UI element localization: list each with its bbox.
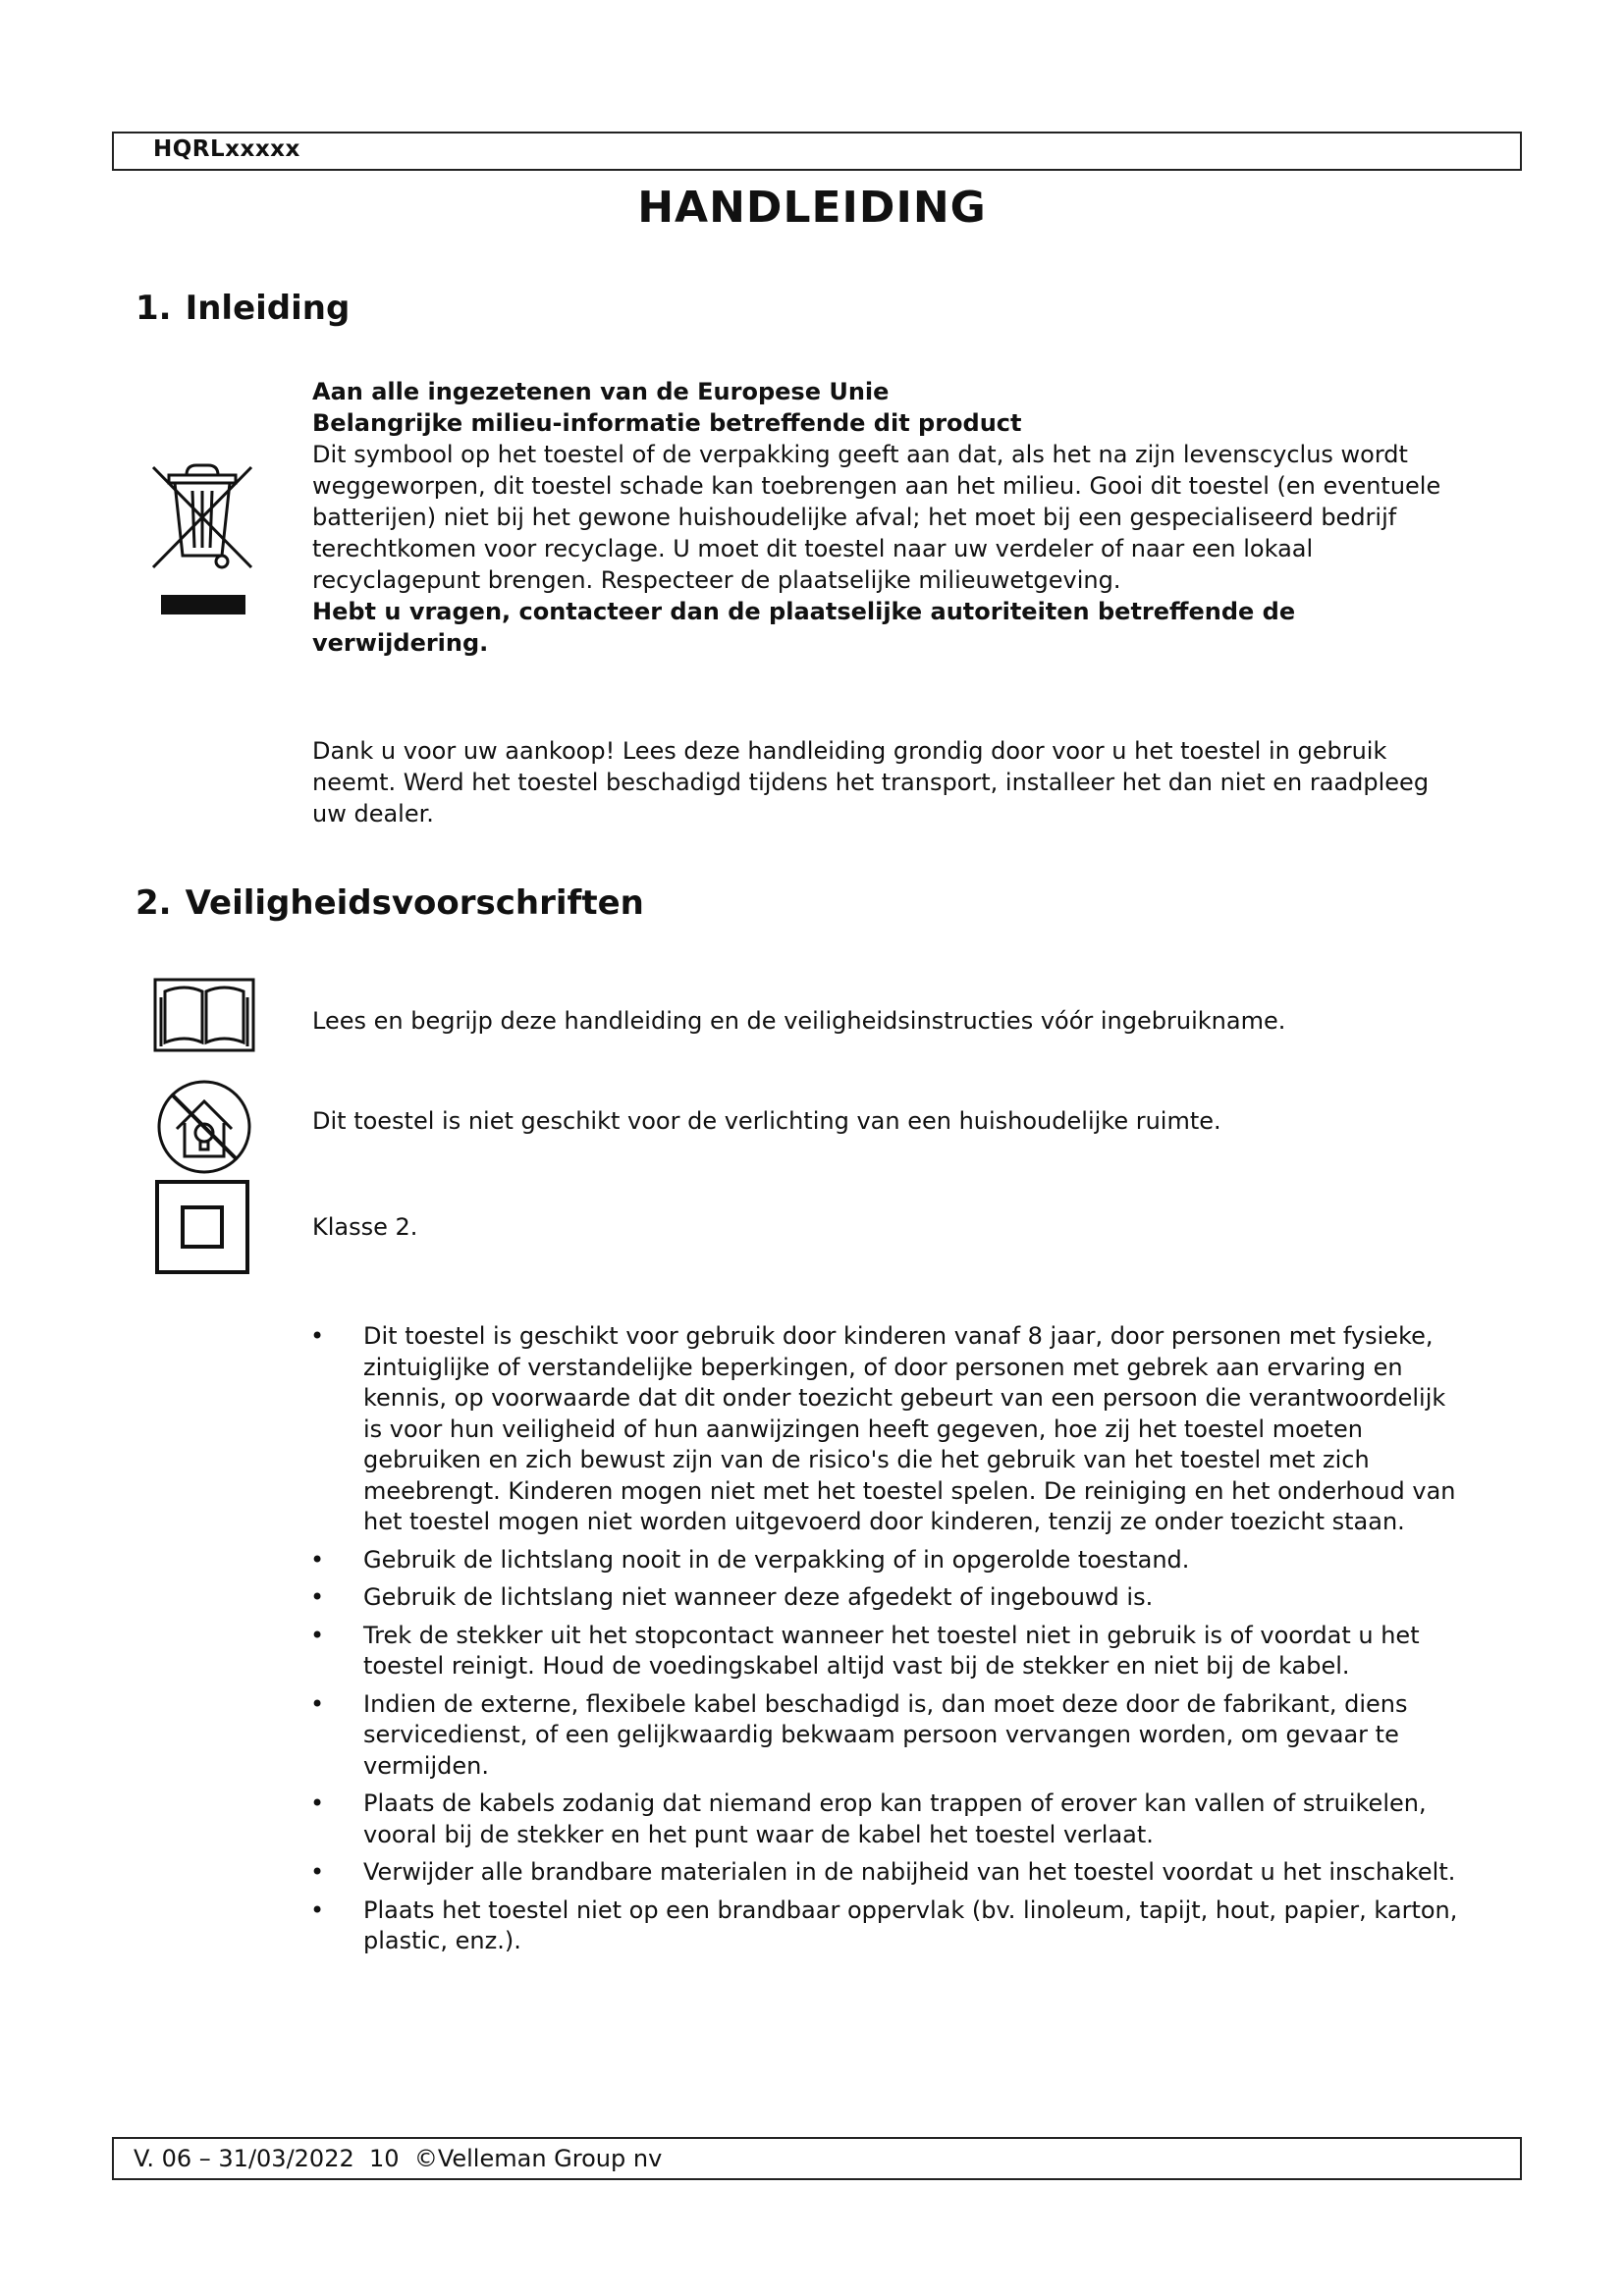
class-2-icon: [153, 1178, 251, 1276]
footer-copyright: ©Velleman Group nv: [413, 2145, 663, 2172]
section-2-heading: [135, 883, 644, 923]
weee-heading-1: Aan alle ingezetenen van de Europese Unie: [312, 378, 890, 405]
weee-notice: [312, 376, 1451, 659]
bullet-dot: •: [310, 1583, 325, 1611]
bullet-text: Indien de externe, flexibele kabel beschadigd is, dan moet deze door de fabrikant, diens servicedienst, of een gelijkwaardig bekwaam persoon vervangen worden, om gevaar te vermijden.: [363, 1689, 1408, 1780]
icon-text-household: Dit toestel is niet geschikt voor de verlichting van een huishoudelijke ruimte.: [312, 1107, 1221, 1135]
bullet-text: Dit toestel is geschikt voor gebruik door kinderen vanaf 8 jaar, door personen met fysieke, zintuiglijke of verstandelijke beperkingen, of door personen met gebrek aan ervaring en kennis, op voorwaarde dat dit onder toezicht gebeurt van een persoon die verantwoordelijk is voor hun veiligheid of hun aanwijzingen heeft gegeven, hoe zij het toestel moeten gebruiken en zich bewust zijn van de risico's die het gebruik van het toestel met zich meebrengt. Kinderen mogen niet met het toestel spelen. De reiniging en het onderhoud van het toestel mogen niet worden uitgevoerd door kinderen, tenzij ze onder toezicht staan.: [363, 1322, 1456, 1535]
bullet-text: Plaats het toestel niet op een brandbaar oppervlak (bv. linoleum, tapijt, hout, papier, karton, plastic, enz.).: [363, 1896, 1458, 1954]
bullet-dot: •: [310, 1322, 325, 1350]
section-1-heading: [135, 289, 350, 328]
footer-version: V. 06: [134, 2145, 192, 2172]
weee-questions: Hebt u vragen, contacteer dan de plaatselijke autoriteiten betreffende de verwijdering.: [312, 598, 1296, 657]
list-item: [304, 1789, 1463, 1850]
weee-heading-2: Belangrijke milieu-informatie betreffende dit product: [312, 409, 1022, 437]
weee-body: Dit symbool op het toestel of de verpakking geeft aan dat, als het na zijn levenscyclus wordt weggeworpen, dit toestel schade kan toebrengen aan het milieu. Gooi dit toestel (en eventuele batterijen) niet bij het gewone huishoudelijke afval; het moet bij een gespecialiseerd bedrijf terechtkomen voor recyclage. U moet dit toestel naar uw verdeler of naar een lokaal recyclagepunt brengen. Respecteer de plaatselijke milieuwetgeving.: [312, 441, 1441, 594]
bullet-text: Trek de stekker uit het stopcontact wanneer het toestel niet in gebruik is of voordat u het toestel reinigt. Houd de voedingskabel altijd vast bij de stekker en niet bij de kabel.: [363, 1621, 1420, 1680]
footer-dash: –: [198, 2145, 211, 2172]
list-item: [304, 1321, 1463, 1538]
footer-line: [134, 2145, 662, 2172]
bullet-text: Plaats de kabels zodanig dat niemand erop kan trappen of erover kan vallen of struikelen, vooral bij de stekker en het punt waar de kabel het toestel verlaat.: [363, 1789, 1427, 1848]
bullet-dot: •: [310, 1621, 325, 1649]
no-household-lighting-icon: [153, 1078, 255, 1176]
list-item: [304, 1582, 1463, 1614]
bullet-text: Gebruik de lichtslang nooit in de verpakking of in opgerolde toestand.: [363, 1545, 1190, 1574]
bullet-text: Verwijder alle brandbare materialen in de nabijheid van het toestel voordat u het inschakelt.: [363, 1858, 1456, 1886]
product-code: HQRLxxxxx: [153, 136, 300, 162]
icon-text-manual: Lees en begrijp deze handleiding en de veiligheidsinstructies vóór ingebruikname.: [312, 1007, 1286, 1035]
list-item: [304, 1689, 1463, 1783]
bullet-text: Gebruik de lichtslang niet wanneer deze afgedekt of ingebouwd is.: [363, 1583, 1154, 1611]
icon-text-class2: Klasse 2.: [312, 1213, 418, 1241]
bullet-dot: •: [310, 1689, 325, 1718]
section-1-title: Inleiding: [185, 289, 351, 328]
footer-box: [112, 2137, 1522, 2180]
list-item: [304, 1896, 1463, 1957]
safety-bullet-list: [304, 1321, 1463, 1964]
footer-date: 31/03/2022: [218, 2145, 354, 2172]
list-item: [304, 1857, 1463, 1889]
list-item: [304, 1621, 1463, 1682]
bullet-dot: •: [310, 1545, 325, 1574]
bullet-dot: •: [310, 1896, 325, 1924]
header-box: [112, 132, 1522, 171]
bullet-dot: •: [310, 1858, 325, 1886]
bullet-dot: •: [310, 1789, 325, 1817]
section-1-number: 1.: [135, 289, 172, 328]
document-title: HANDLEIDING: [637, 183, 987, 233]
footer-page-number: 10: [369, 2145, 400, 2172]
section-2-number: 2.: [135, 883, 172, 923]
intro-paragraph: Dank u voor uw aankoop! Lees deze handleiding grondig door voor u het toestel in gebruik neemt. Werd het toestel beschadigd tijdens het transport, installeer het dan niet en raadpleeg uw dealer.: [312, 737, 1430, 828]
section-2-title: Veiligheidsvoorschriften: [185, 883, 644, 923]
weee-crossed-bin-icon: [147, 457, 257, 628]
list-item: [304, 1545, 1463, 1576]
manual-book-icon: [153, 978, 255, 1052]
